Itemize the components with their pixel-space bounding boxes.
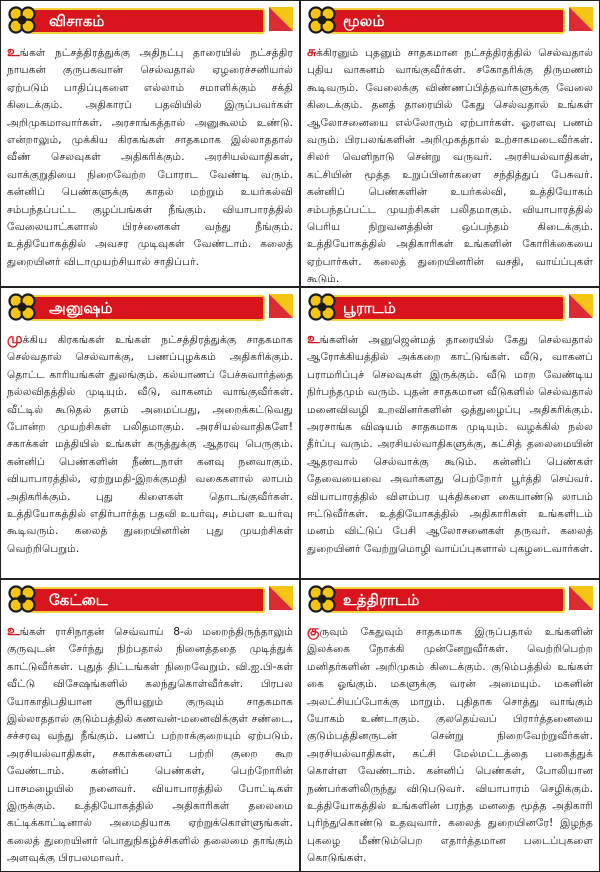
paragraph: ங்கள் ராசிநாதன் செவ்வாய் 8-ல் மறைந்திருந்தாலும் குருவுடன் சேர்ந்து நிற்பதால் நினைத்ததை முடித்துக் காட்டுவீர்கள். புதுத் திட்டங்கள் நிறைவேறும். வி.ஐ.பி-கள் வீட்டு விசேஷங்களில் கலந்துகொள்வீர்கள். பிரபல யோகாதிபதியான சூரியனும் குருவும் சாதகமாக இல்லாததால் குடும்பத்தில் கணவன்-மனைவிக்குள் சண்டை, சச்சரவு வந்து நீங்கும். பணப் பற்றாக்குறையும் ஏற்படும். அரசியல்வாதிகள், சகாக்களைப் பற்றி குறை கூற வேண்டாம். கன்னிப் பெண்கள், பெற்றோரின் பாசமழையில் நனைவர். வியாபாரத்தில் போட்டிகள் இருக்கும். உத்தியோகத்தில் அதிகாரிகள் தலைமை கட்டிக்காட்டினால் அமைதியாக ஏற்றுக்கொள்ளுங்கள். கலைத் துறையினர் பொதுநிகழ்ச்சிகளில் தலைமை தாங்கும் அளவுக்கு பிரபலமாவர். [7, 625, 293, 865]
box-header [7, 294, 293, 322]
paragraph: ருவும் கேதுவும் சாதகமாக இருப்பதால் உங்களின் இலக்கை நோக்கி முன்னேறுவீர்கள். வெற்றிபெற்ற மனிதர்களின் அறிமுகம் கிடைக்கும். குடும்பத்தில் உங்கள் கை ஓங்கும். மகளுக்கு வரன் அமையும். மகனின் அலட்சியப்போக்கு மாறும். புதிதாக சொத்து வாங்கும் யோகம் உண்டாகும். குலதெய்வப் பிரார்த்தனையை குடும்பத்தினருடன் சென்று நிறைவேற்றுவீர்கள். அரசியல்வாதிகள், கட்சி மேல்மட்டத்தை பகைத்துக் கொள்ள வேண்டாம். கன்னிப் பெண்கள், போலியான நண்பர்களிலிருந்து விடுபடுவர். வியாபாரம் செழிக்கும். உத்தியோகத்தில் உங்களின் பரந்த மனதை மூத்த அதிகாரி புரிந்துகொண்டு உதவுவார். கலைத் துறையினரே! இழந்த புகழை மீண்டும்பெற எதார்த்தமான படைப்புகளை கொடுங்கள். [307, 625, 593, 865]
box-title: அனுஷம் [29, 295, 265, 321]
corner-fold-icon [569, 586, 593, 610]
drop-letter: உ [307, 331, 320, 347]
drop-letter: உ [7, 623, 20, 639]
box-title: உத்திராடம் [329, 587, 565, 613]
flower-icon [7, 5, 37, 35]
box-text [307, 44, 593, 287]
box-title: கேட்டை [29, 587, 265, 613]
star-box-moolam [300, 0, 600, 287]
corner-fold-icon [269, 294, 293, 318]
corner-fold-icon [569, 7, 593, 31]
box-text [307, 331, 593, 557]
box-text [7, 44, 293, 270]
paragraph: க்கிய கிரகங்கள் உங்கள் நட்சத்திரத்துக்கு சாதகமாக செல்வதால் செல்வாக்கு, பணப்புழக்கம் அதிகரிக்கும். தொட்ட காரியங்கள் துலங்கும். கல்யாணப் பேச்சுவார்த்தை நல்லவிதத்தில் முடியும். வீடு, வாகனம் வாங்குவீர்கள். வீட்டில் கூடுதல் தளம் அமைப்பது, அறைக்கட்டுவது போன்ற முயற்சிகள் பலிதமாகும். அரசியல்வாதிகளே! சகாக்கள் மத்தியில் உங்கள் கருத்துக்கு ஆதரவு பெருகும். கன்னிப் பெண்களின் நீண்டநாள் கனவு நனவாகும். வியாபாரத்தில், ஏற்றுமதி-இறக்குமதி வகைகளால் லாபம் அதிகரிக்கும். புது கிளைகள் தொடங்குவீர்கள். உத்தியோகத்தில் எதிர்பார்த்த பதவி உயர்வு, சம்பள உயர்வு கூடிவரும். கலைத் துறையினரின் புது முயற்சிகள் வெற்றிபெறும். [7, 333, 293, 555]
flower-icon [307, 5, 337, 35]
drop-letter: உ [7, 44, 20, 60]
corner-fold-icon [569, 294, 593, 318]
flower-icon [307, 584, 337, 614]
star-box-visakam [0, 0, 300, 287]
paragraph: ங்களின் அனுஜென்மத் தாரையில் கேது செல்வதால் ஆரோக்கியத்தில் அக்கறை காட்டுங்கள். வீடு, வாகனப் பராமரிப்புச் செலவுகள் இருக்கும். வீடு மாற வேண்டிய நிர்பந்தமும் வரும். புதன் சாதகமான வீடுகளில் செல்வதால் மனைவிவழி உறவினர்களின் ஒத்துழைப்பு அதிகரிக்கும். அரசாங்க விஷயம் சாதகமாக முடியும். வழக்கில் நல்ல தீர்ப்பு வரும். அரசியல்வாதிகளுக்கு, கட்சித் தலைமையின் ஆதரவால் செல்வாக்கு கூடும். கன்னிப் பெண்கள் தேவையைவை அவர்களது பெற்றோர் பூர்த்தி செய்வர். வியாபாரத்தில் விளம்பர யுக்திகளை கையாண்டு லாபம் ஈட்டுவீர்கள். உத்தியோகத்தில் அதிகாரிகள் உங்களிடம் மனம் விட்டுப் பேசி ஆலோசனைகள் தருவர். கலைத் துறையினர் வேற்றுமொழி வாய்ப்புகளால் புகழடைவார்கள். [307, 333, 593, 555]
box-text [7, 623, 293, 867]
flower-icon [307, 292, 337, 322]
flower-icon [7, 584, 37, 614]
drop-letter: மு [7, 331, 23, 347]
star-box-kettai [0, 579, 300, 872]
box-title: விசாகம் [29, 8, 265, 34]
paragraph: ங்கள் நட்சத்திரத்துக்கு அதிநட்பு தாரையில் நட்சத்திர நாயகன் குருபகவான் செல்வதால் ஏழரைச்சனியால் ஏற்படும் பாதிப்புகளை எல்லாம் சமாளிக்கும் சக்தி கிடைக்கும். அதிகாரப் பதவியில் இருப்பவர்கள் அறிமுகமாவார்கள். அரசாங்கத்தால் அனுகூலம் உண்டு. என்றாலும், முக்கிய கிரகங்கள் சாதகமாக இல்லாததால் வீண் செலவுகள் அதிகரிக்கும். அரசியல்வாதிகள், வாக்குறுதியை நிறைவேற்ற போராட வேண்டி வரும். கன்னிப் பெண்களுக்கு காதல் மற்றும் உயர்கல்வி சம்பந்தப்பட்ட குழப்பங்கள் நீங்கும். வியாபாரத்தில் வேலையாட்களால் பிரச்னைகள் வந்து நீங்கும். உத்தியோகத்தில் அவசர முடிவுகள் வேண்டாம். கலைத் துறையினர் விடாமுயற்சியால் சாதிப்பர். [7, 46, 293, 268]
box-text [7, 331, 293, 557]
star-box-pooradam [300, 287, 600, 579]
box-header [307, 7, 593, 35]
box-header [7, 586, 293, 614]
box-header [307, 586, 593, 614]
star-box-anusham [0, 287, 300, 579]
corner-fold-icon [269, 7, 293, 31]
box-text [307, 623, 593, 867]
star-box-uthiradam [300, 579, 600, 872]
flower-icon [7, 292, 37, 322]
box-title: பூராடம் [329, 295, 565, 321]
box-header [307, 294, 593, 322]
box-header [7, 7, 293, 35]
drop-letter: சு [307, 44, 317, 60]
drop-letter: கு [307, 623, 320, 639]
box-title: மூலம் [329, 8, 565, 34]
corner-fold-icon [269, 586, 293, 610]
paragraph: க்கிரனும் புதனும் சாதகமான நட்சத்திரத்தில் செல்வதால் புதிய வாகனம் வாங்குவீர்கள். சகோதரிக்கு திருமணம் கூடிவரும். வேலைக்கு விண்ணப்பித்தவர்களுக்கு வேலை கிடைக்கும். தனத் தாரையில் கேது செல்வதால் உங்கள் ஆலோசனையை எல்லோரும் ஏற்பார்கள். ஓரளவு பணம் வரும். பிரபலங்களின் அறிமுகத்தால் உற்சாகமடைவீர்கள். சிலர் வெளிநாடு சென்று வருவர். அரசியல்வாதிகள், கட்சியின் மூத்த உறுப்பினர்களை சந்தித்துப் பேசுவர். கன்னிப் பெண்களின் உயர்கல்வி, உத்தியோகம் சம்பந்தப்பட்ட முயற்சிகள் பலிதமாகும். வியாபாரத்தில் பெரிய நிறுவனத்தின் ஒப்பந்தம் கிடைக்கும். உத்தியோகத்தில் அதிகாரிகள் உங்களின் கோரிக்கையை ஏற்பார்கள். கலைத் துறையினரின் வசதி, வாய்ப்புகள் கூடும். [307, 46, 593, 286]
